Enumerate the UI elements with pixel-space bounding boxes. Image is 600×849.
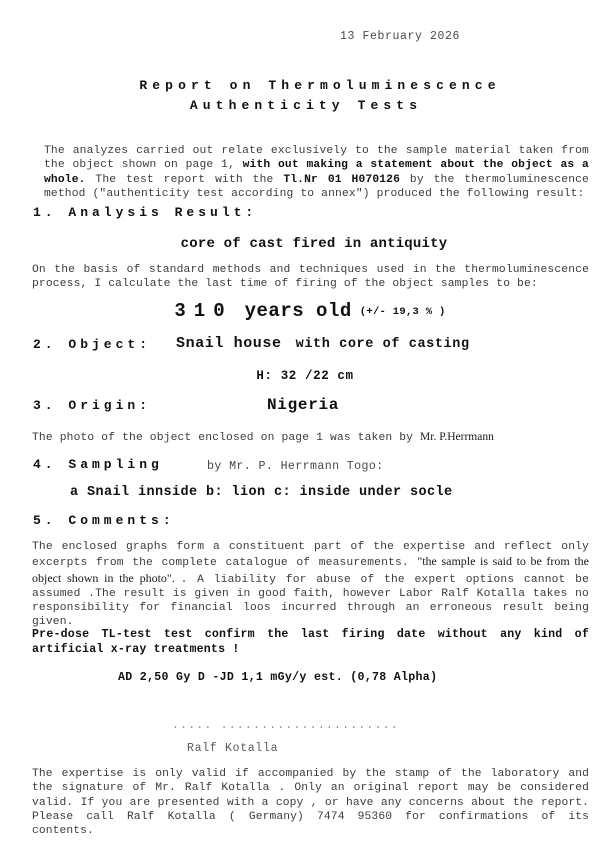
report-title-line-1: Report on Thermoluminescence	[139, 78, 501, 93]
age-tolerance: (+/- 19,3 % )	[359, 306, 446, 318]
report-date: 13 February 2026	[339, 30, 461, 43]
photo-note	[32, 430, 577, 445]
comments-text-2: . A liability for abuse of the expert options cannot be assumed .The result is given in good faith, however Labor Ralf Kotalla takes no responsibility for financial loos incurred through an erroneous result being given.	[32, 573, 590, 629]
object-name: Snail house	[176, 335, 282, 352]
intro-tl-number: Tl.Nr 01 H070126	[283, 173, 401, 186]
signature-name: Ralf Kotalla	[187, 742, 279, 755]
intro-text-1: The analyzes carried out relate exclusively to the sample material taken from the object shown on page 1,	[44, 145, 589, 172]
object-dimensions: H: 32 /22 cm	[256, 369, 354, 383]
section-1-heading: 1. Analysis Result:	[33, 205, 258, 220]
origin-value: Nigeria	[267, 396, 340, 414]
comments-text-1: The enclosed graphs form a constituent part of the expertise and reflect only excerpts from the complete catalogue of measurements.	[32, 541, 589, 570]
photo-note-text: The photo of the object enclosed on page 1 was taken by	[32, 432, 421, 444]
sampling-samples: a Snail innside b: lion c: inside under socle	[70, 485, 453, 500]
sampling-by-line: by Mr. P. Herrmann Togo:	[207, 460, 384, 473]
section-5-heading: 5. Comments:	[33, 513, 175, 528]
age-result-line	[0, 300, 600, 322]
intro-bold-statement: with out making a statement about the object as a whole.	[44, 159, 589, 186]
age-number: 310	[174, 300, 233, 322]
report-title-line-2: Authenticity Tests	[189, 98, 423, 113]
footer-disclaimer: The expertise is only valid if accompanied by the stamp of the laboratory and the signature of Mr. Ralf Kotalla . Only an original report may be considered valid. If you are presented with a copy , or have any concerns about the report. Please call Ralf Kotalla ( Germany) 7474 95360 for confirmations of its contents.	[32, 768, 589, 838]
age-unit-label: years old	[244, 300, 352, 322]
intro-text-2: The test report with the	[85, 173, 284, 186]
analysis-basis-paragraph: On the basis of standard methods and techniques used in the thermoluminescence process, I calculate the last time of firing of the object samples to be:	[32, 264, 589, 291]
section-2-heading	[33, 337, 151, 352]
report-title	[0, 76, 600, 116]
signature-line: ..... ......................	[172, 719, 399, 732]
section-2-label: 2. Object:	[33, 337, 152, 352]
dose-measurements-line: AD 2,50 Gy D -JD 1,1 mGy/y est. (0,78 Alpha)	[118, 671, 438, 684]
object-detail: with core of casting	[295, 337, 470, 352]
photo-note-author: Mr. P.Herrmann	[420, 431, 494, 443]
comments-quote: "the sample is said to be from the object shown in the photo".	[32, 554, 589, 585]
comments-paragraph	[32, 540, 589, 630]
intro-text-3: by the thermoluminescence method ("authenticity test according to annex") produced the following result:	[44, 173, 589, 200]
section-3-heading: 3. Origin:	[33, 398, 152, 413]
section-4-heading: 4. Sampling	[33, 457, 163, 472]
intro-paragraph	[44, 144, 589, 201]
predose-statement: Pre-dose TL-test test confirm the last firing date without any kind of artificial x-ray treatments !	[32, 628, 589, 656]
object-value-group	[176, 334, 470, 352]
analysis-result-value: core of cast fired in antiquity	[180, 236, 448, 252]
